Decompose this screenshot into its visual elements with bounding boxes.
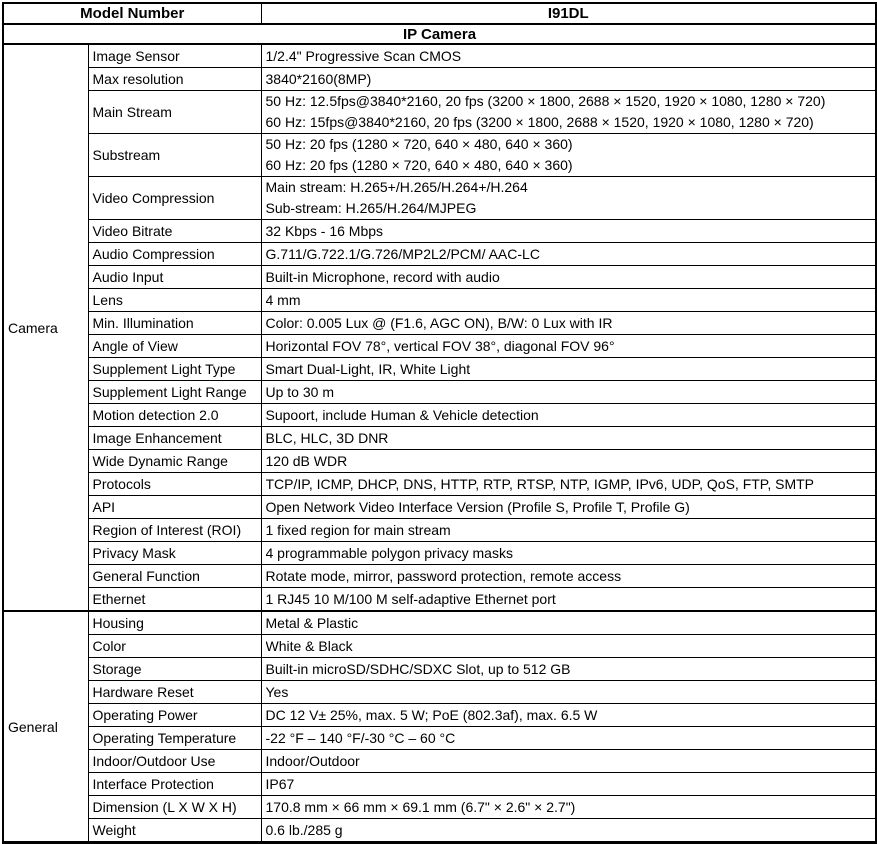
spec-label: Protocols bbox=[88, 473, 261, 496]
spec-row bbox=[3, 335, 876, 358]
spec-value bbox=[261, 68, 876, 91]
spec-row bbox=[3, 473, 876, 496]
spec-row bbox=[3, 588, 876, 612]
spec-value bbox=[261, 243, 876, 266]
spec-value-line: 0.6 lb./285 g bbox=[265, 822, 343, 838]
group-label-general: General bbox=[3, 611, 88, 843]
spec-value-line: 60 Hz: 15fps@3840*2160, 20 fps (3200 × 1800, 2688 × 1520, 1920 × 1080, 1280 × 720) bbox=[265, 114, 814, 130]
spec-value-line: White & Black bbox=[265, 638, 353, 654]
spec-value bbox=[261, 519, 876, 542]
spec-value-line: G.711/G.722.1/G.726/MP2L2/PCM/ AAC-LC bbox=[265, 246, 540, 262]
spec-label: Dimension (L X W X H) bbox=[88, 796, 261, 819]
spec-value-line: Indoor/Outdoor bbox=[265, 753, 360, 769]
spec-value bbox=[261, 542, 876, 565]
spec-value-line: Horizontal FOV 78°, vertical FOV 38°, diagonal FOV 96° bbox=[265, 338, 615, 354]
spec-value bbox=[261, 220, 876, 243]
spec-value bbox=[261, 381, 876, 404]
spec-label: Interface Protection bbox=[88, 773, 261, 796]
spec-label: Supplement Light Range bbox=[88, 381, 261, 404]
spec-value-line: 4 mm bbox=[265, 292, 301, 308]
spec-value-line: Metal & Plastic bbox=[265, 615, 359, 631]
spec-row bbox=[3, 220, 876, 243]
spec-row bbox=[3, 404, 876, 427]
spec-label: Wide Dynamic Range bbox=[88, 450, 261, 473]
spec-value-line: TCP/IP, ICMP, DHCP, DNS, HTTP, RTP, RTSP, NTP, IGMP, IPv6, UDP, QoS, FTP, SMTP bbox=[265, 476, 815, 492]
spec-value-line: Built-in Microphone, record with audio bbox=[265, 269, 500, 285]
spec-table-body bbox=[3, 44, 876, 843]
spec-row bbox=[3, 44, 876, 68]
spec-label: Lens bbox=[88, 289, 261, 312]
spec-label: Audio Compression bbox=[88, 243, 261, 266]
spec-row bbox=[3, 68, 876, 91]
spec-row bbox=[3, 519, 876, 542]
spec-row bbox=[3, 496, 876, 519]
spec-row bbox=[3, 91, 876, 134]
spec-value bbox=[261, 611, 876, 635]
spec-row bbox=[3, 266, 876, 289]
spec-row bbox=[3, 542, 876, 565]
spec-label: Privacy Mask bbox=[88, 542, 261, 565]
spec-value bbox=[261, 750, 876, 773]
spec-row bbox=[3, 727, 876, 750]
model-number-label: Model Number bbox=[3, 3, 261, 24]
spec-value-line: 32 Kbps - 16 Mbps bbox=[265, 223, 384, 239]
spec-value-line: Open Network Video Interface Version (Profile S, Profile T, Profile G) bbox=[265, 499, 690, 515]
spec-label: Image Sensor bbox=[88, 44, 261, 68]
spec-value-line: -22 °F – 140 °F/-30 °C – 60 °C bbox=[265, 730, 456, 746]
spec-value bbox=[261, 565, 876, 588]
spec-row bbox=[3, 289, 876, 312]
spec-label: Motion detection 2.0 bbox=[88, 404, 261, 427]
spec-value-line: Smart Dual-Light, IR, White Light bbox=[265, 361, 471, 377]
spec-value bbox=[261, 266, 876, 289]
spec-label: General Function bbox=[88, 565, 261, 588]
spec-value bbox=[261, 427, 876, 450]
spec-value-line: 1/2.4" Progressive Scan CMOS bbox=[265, 48, 462, 64]
spec-value-line: 170.8 mm × 66 mm × 69.1 mm (6.7" × 2.6" × 2.7") bbox=[265, 799, 576, 815]
spec-value-line: Main stream: H.265+/H.265/H.264+/H.264 bbox=[265, 179, 528, 195]
spec-value bbox=[261, 704, 876, 727]
spec-value-line: 50 Hz: 20 fps (1280 × 720, 640 × 480, 640 × 360) bbox=[265, 136, 573, 152]
spec-label: Operating Power bbox=[88, 704, 261, 727]
spec-value bbox=[261, 658, 876, 681]
spec-label: Audio Input bbox=[88, 266, 261, 289]
header-row bbox=[3, 3, 876, 24]
spec-label: Hardware Reset bbox=[88, 681, 261, 704]
spec-value bbox=[261, 134, 876, 177]
model-number-value: I91DL bbox=[261, 3, 876, 24]
spec-value bbox=[261, 796, 876, 819]
spec-label: Angle of View bbox=[88, 335, 261, 358]
spec-value bbox=[261, 635, 876, 658]
spec-value-line: Supoort, include Human & Vehicle detection bbox=[265, 407, 539, 423]
spec-value bbox=[261, 335, 876, 358]
spec-value-line: 1 fixed region for main stream bbox=[265, 522, 451, 538]
spec-row bbox=[3, 358, 876, 381]
spec-value-line: Color: 0.005 Lux @ (F1.6, AGC ON), B/W: 0 Lux with IR bbox=[265, 315, 613, 331]
spec-label: Weight bbox=[88, 819, 261, 843]
spec-label: Min. Illumination bbox=[88, 312, 261, 335]
spec-label: Ethernet bbox=[88, 588, 261, 612]
spec-table bbox=[2, 2, 877, 844]
spec-value-line: 4 programmable polygon privacy masks bbox=[265, 545, 513, 561]
spec-row bbox=[3, 565, 876, 588]
spec-value bbox=[261, 681, 876, 704]
spec-row bbox=[3, 312, 876, 335]
spec-row bbox=[3, 681, 876, 704]
spec-label: Color bbox=[88, 635, 261, 658]
spec-value bbox=[261, 588, 876, 612]
spec-row bbox=[3, 243, 876, 266]
spec-value-line: Up to 30 m bbox=[265, 384, 334, 400]
spec-value-line: 60 Hz: 20 fps (1280 × 720, 640 × 480, 640 × 360) bbox=[265, 157, 573, 173]
spec-row bbox=[3, 796, 876, 819]
spec-label: API bbox=[88, 496, 261, 519]
spec-label: Operating Temperature bbox=[88, 727, 261, 750]
spec-row bbox=[3, 177, 876, 220]
spec-value-line: Sub-stream: H.265/H.264/MJPEG bbox=[265, 200, 477, 216]
spec-value bbox=[261, 773, 876, 796]
spec-value bbox=[261, 450, 876, 473]
spec-value-line: BLC, HLC, 3D DNR bbox=[265, 430, 389, 446]
spec-row bbox=[3, 427, 876, 450]
group-label-camera: Camera bbox=[3, 44, 88, 611]
spec-value bbox=[261, 91, 876, 134]
spec-row bbox=[3, 750, 876, 773]
spec-row bbox=[3, 450, 876, 473]
spec-value bbox=[261, 312, 876, 335]
spec-row bbox=[3, 819, 876, 843]
spec-row bbox=[3, 635, 876, 658]
spec-label: Indoor/Outdoor Use bbox=[88, 750, 261, 773]
spec-value bbox=[261, 496, 876, 519]
spec-label: Video Bitrate bbox=[88, 220, 261, 243]
spec-value-line: Rotate mode, mirror, password protection, remote access bbox=[265, 568, 622, 584]
spec-label: Substream bbox=[88, 134, 261, 177]
spec-value-line: 1 RJ45 10 M/100 M self-adaptive Ethernet port bbox=[265, 591, 556, 607]
spec-label: Video Compression bbox=[88, 177, 261, 220]
spec-row bbox=[3, 611, 876, 635]
spec-value-line: 50 Hz: 12.5fps@3840*2160, 20 fps (3200 × 1800, 2688 × 1520, 1920 × 1080, 1280 × 720) bbox=[265, 93, 826, 109]
spec-label: Storage bbox=[88, 658, 261, 681]
spec-value-line: Built-in microSD/SDHC/SDXC Slot, up to 512 GB bbox=[265, 661, 571, 677]
spec-value bbox=[261, 727, 876, 750]
spec-value-line: IP67 bbox=[265, 776, 295, 792]
spec-value bbox=[261, 404, 876, 427]
spec-value bbox=[261, 473, 876, 496]
spec-value-line: DC 12 V± 25%, max. 5 W; PoE (802.3af), max. 6.5 W bbox=[265, 707, 598, 723]
spec-value-line: 3840*2160(8MP) bbox=[265, 71, 372, 87]
spec-value bbox=[261, 289, 876, 312]
spec-row bbox=[3, 134, 876, 177]
spec-row bbox=[3, 704, 876, 727]
banner-row bbox=[3, 24, 876, 44]
spec-label: Region of Interest (ROI) bbox=[88, 519, 261, 542]
category-banner: IP Camera bbox=[3, 24, 876, 44]
spec-value bbox=[261, 358, 876, 381]
spec-row bbox=[3, 658, 876, 681]
spec-row bbox=[3, 381, 876, 404]
spec-value-line: 120 dB WDR bbox=[265, 453, 348, 469]
spec-label: Housing bbox=[88, 611, 261, 635]
spec-label: Image Enhancement bbox=[88, 427, 261, 450]
spec-value bbox=[261, 44, 876, 68]
spec-label: Supplement Light Type bbox=[88, 358, 261, 381]
spec-value bbox=[261, 819, 876, 843]
spec-label: Max resolution bbox=[88, 68, 261, 91]
spec-value-line: Yes bbox=[265, 684, 289, 700]
spec-label: Main Stream bbox=[88, 91, 261, 134]
spec-value bbox=[261, 177, 876, 220]
spec-row bbox=[3, 773, 876, 796]
